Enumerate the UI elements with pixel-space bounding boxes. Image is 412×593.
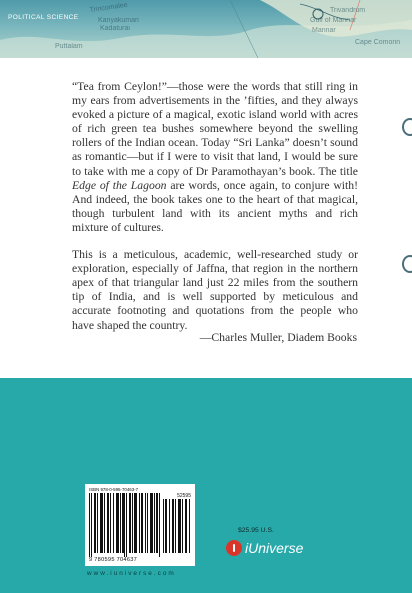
blurb-p1-text-b: are words, once again, to conjure with! And indeed, the book takes one to the heart of that magical, though turbulent land with its ancient myths and rich mixture of cultures.: [72, 178, 358, 234]
isbn-barcode: [85, 484, 195, 566]
map-place-label: Kadaturai: [100, 25, 130, 32]
book-title: Edge of the Lagoon: [72, 178, 167, 192]
category-label: POLITICAL SCIENCE: [8, 14, 79, 21]
map-place-label: Cape Comorin: [355, 39, 401, 46]
isbn-label: ISBN 978-0-595-70463-7: [89, 487, 139, 492]
spine-curl-icon: [402, 118, 412, 136]
iuniverse-logo-icon: [226, 540, 242, 556]
ean-barcode-bars: [89, 493, 161, 557]
map-header-image: [0, 0, 412, 58]
publisher-logo: [226, 537, 303, 559]
publisher-name: iUniverse: [245, 540, 304, 556]
reviewer-attribution: —Charles Muller, Diadem Books: [199, 331, 357, 344]
price-barcode-bars: [163, 499, 191, 553]
blurb-paragraph-2: This is a meticulous, academic, well-researched study or exploration, especially of Jaffna, that region in the northern apex of that triangular land just 22 miles from the southern tip of India, and is well supported by meticulous and accurate footnoting and quotations from the people who have shaped the country.: [72, 248, 358, 332]
map-graphic: [0, 0, 412, 58]
map-place-label: Gulf of Mannar: [310, 17, 357, 24]
map-place-label: Mannar: [312, 27, 336, 34]
teal-footer-band: [0, 378, 412, 593]
map-place-label: Kanyakumari: [98, 17, 139, 24]
review-blurb: [72, 80, 358, 346]
price-code: 52595: [177, 493, 191, 499]
map-place-label: Trivandrum: [330, 7, 366, 14]
ean-digits: 9 780595 704637: [89, 557, 138, 563]
map-place-label: Puttalam: [55, 43, 83, 50]
map-place-label: Trincomalee: [89, 1, 129, 14]
blurb-paragraph-1: [72, 80, 358, 235]
spine-curl-icon: [402, 255, 412, 273]
publisher-url: www.iuniverse.com: [87, 570, 176, 577]
blurb-p1-text-a: “Tea from Ceylon!”—those were the words that still ring in my ears from advertisements in the ’fifties, and they always evoked a picture of a magical, exotic island world with acres of rich green tea bushes somewhere beyond the swelling rollers of the Indian ocean. Today “Sri Lanka” doesn’t sound as romantic—but if I were to visit that land, I would be sure to take with me a copy of Dr Paramothayan’s book. The title: [72, 80, 358, 178]
price-label: $25.95 U.S.: [238, 527, 274, 534]
